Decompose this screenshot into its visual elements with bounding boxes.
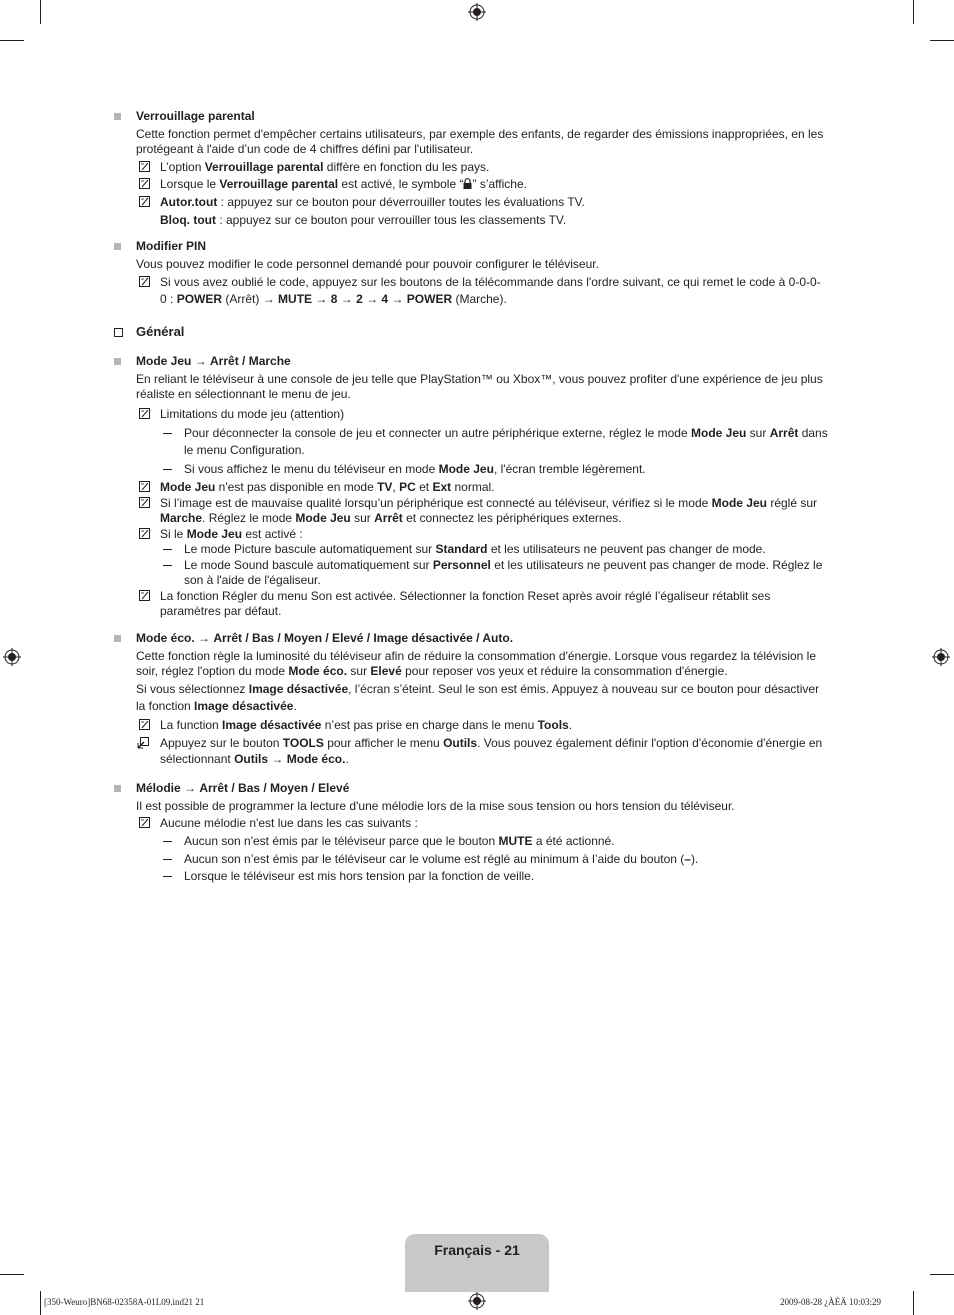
crop-mark bbox=[930, 40, 954, 41]
registration-mark-icon bbox=[468, 1292, 486, 1310]
crop-mark bbox=[40, 1291, 41, 1315]
section-heading-game: Mode Jeu → Arrêt / Marche bbox=[136, 354, 291, 368]
game-note: Si le Mode Jeu est activé : bbox=[160, 527, 303, 541]
game-dash-item: Le mode Picture bascule automatiquement sur Standard et les utilisateurs ne peuvent pas changer de mode. bbox=[184, 542, 766, 556]
pin-note: Si vous avez oublié le code, appuyez sur les boutons de la télécommande dans l'ordre suivant, ce qui remet le code à 0-0-0- bbox=[160, 275, 821, 289]
note-icon bbox=[138, 496, 151, 509]
game-note: Limitations du mode jeu (attention) bbox=[160, 407, 345, 421]
dash-bullet bbox=[163, 433, 172, 434]
dash-bullet bbox=[163, 549, 172, 550]
crop-mark bbox=[0, 40, 24, 41]
eco-tools-note: sélectionnant Outils → Mode éco.. bbox=[160, 752, 349, 766]
dash-bullet bbox=[163, 876, 172, 877]
note-icon bbox=[138, 275, 151, 288]
game-note: Marche. Réglez le mode Mode Jeu sur Arrêt et connectez les périphériques externes. bbox=[160, 511, 622, 525]
game-dash-item: le menu Configuration. bbox=[184, 443, 305, 457]
note-icon bbox=[138, 480, 151, 493]
game-note: Mode Jeu n'est pas disponible en mode TV, PC et Ext normal. bbox=[160, 480, 495, 494]
registration-mark-icon bbox=[468, 3, 486, 21]
melody-dash-item: Lorsque le téléviseur est mis hors tension par la fonction de veille. bbox=[184, 869, 535, 883]
note-icon bbox=[138, 527, 151, 540]
print-slug-left: [350-Weuro]BN68-02358A-01L09.ind21 21 bbox=[44, 1297, 205, 1307]
game-body: En reliant le téléviseur à une console de jeu telle que PlayStation™ ou Xbox™, vous pouvez profiter d'une expérience de jeu plus bbox=[136, 372, 823, 386]
eco-body: la fonction Image désactivée. bbox=[136, 699, 297, 713]
note-icon bbox=[138, 816, 151, 829]
crop-mark bbox=[913, 1291, 914, 1315]
bullet-square-icon bbox=[114, 113, 121, 120]
section-heading-parental: Verrouillage parental bbox=[136, 109, 255, 123]
game-note: La fonction Régler du menu Son est activée. Sélectionner la fonction Reset après avoir réglé l’égaliseur rétablit ses bbox=[160, 589, 771, 603]
parental-note: Bloq. tout : appuyez sur ce bouton pour verrouiller tous les classements TV. bbox=[160, 213, 567, 227]
section-heading-eco: Mode éco. → Arrêt / Bas / Moyen / Elevé / Image désactivée / Auto. bbox=[136, 631, 514, 645]
pin-note: 0 : POWER (Arrêt) → MUTE → 8 → 2 → 4 → POWER (Marche). bbox=[160, 292, 507, 306]
section-heading-general: Général bbox=[136, 324, 185, 339]
eco-note: La function Image désactivée n’est pas prise en charge dans le menu Tools. bbox=[160, 718, 573, 732]
melody-dash-item: Aucun son n'est émis par le téléviseur parce que le bouton MUTE a été actionné. bbox=[184, 834, 615, 848]
crop-mark bbox=[40, 0, 41, 24]
note-icon bbox=[138, 718, 151, 731]
note-icon bbox=[138, 589, 151, 602]
melody-body: Il est possible de programmer la lecture d'une mélodie lors de la mise sous tension ou hors tension du téléviseur. bbox=[136, 799, 735, 813]
dash-bullet bbox=[163, 841, 172, 842]
eco-tools-note: Appuyez sur le bouton TOOLS pour afficher le menu Outils. Vous pouvez également définir l'option d'économie d'énergie en bbox=[160, 736, 823, 750]
dash-bullet bbox=[163, 565, 172, 566]
crop-mark bbox=[0, 1274, 24, 1275]
section-checkbox-icon bbox=[114, 328, 123, 337]
game-dash-item: Le mode Sound bascule automatiquement sur Personnel et les utilisateurs ne peuvent pas changer de mode. Réglez le bbox=[184, 558, 823, 572]
bullet-square-icon bbox=[114, 635, 121, 642]
game-dash-item: son à l'aide de l'égaliseur. bbox=[184, 573, 321, 587]
game-note: Si l’image est de mauvaise qualité lorsqu’un périphérique est connecté au téléviseur, vérifiez si le mode Mode Jeu réglé sur bbox=[160, 496, 818, 510]
bullet-square-icon bbox=[114, 243, 121, 250]
melody-dash-item: Aucun son n’est émis par le téléviseur car le volume est réglé au minimum à l’aide du bouton (–). bbox=[184, 852, 699, 866]
parental-body-line: protégeant à l'aide d’un code de 4 chiffres défini par l'utilisateur. bbox=[136, 142, 474, 156]
section-heading-pin: Modifier PIN bbox=[136, 239, 207, 253]
dash-bullet bbox=[163, 859, 172, 860]
dash-bullet bbox=[163, 469, 172, 470]
eco-body: soir, réglez l'option du mode Mode éco. sur Elevé pour reposer vos yeux et réduire la consommation d'énergie. bbox=[136, 664, 728, 678]
crop-mark bbox=[930, 1274, 954, 1275]
bullet-square-icon bbox=[114, 358, 121, 365]
note-icon bbox=[138, 407, 151, 420]
parental-note: Lorsque le Verrouillage parental est activé, le symbole “ ” s’affiche. bbox=[160, 177, 527, 191]
eco-body: Si vous sélectionnez Image désactivée, l’écran s’éteint. Seul le son est émis. Appuyez à nouveau sur ce bouton pour désactiver bbox=[136, 682, 820, 696]
parental-note: Autor.tout : appuyez sur ce bouton pour déverrouiller toutes les évaluations TV. bbox=[160, 195, 585, 209]
note-icon bbox=[138, 195, 151, 208]
game-dash-item: Si vous affichez le menu du téléviseur en mode Mode Jeu, l'écran tremble légèrement. bbox=[184, 462, 646, 476]
page-number-label: Français - 21 bbox=[434, 1242, 520, 1258]
eco-body: Cette fonction règle la luminosité du téléviseur afin de réduire la consommation d'énergie. Lorsque vous regardez la télévision le bbox=[136, 649, 817, 663]
registration-mark-icon bbox=[932, 648, 950, 666]
section-heading-melody: Mélodie → Arrêt / Bas / Moyen / Elevé bbox=[136, 781, 350, 795]
registration-mark-icon bbox=[3, 648, 21, 666]
game-body: réaliste en sélectionnant le menu de jeu. bbox=[136, 387, 351, 401]
melody-note: Aucune mélodie n'est lue dans les cas suivants : bbox=[160, 816, 418, 830]
bullet-square-icon bbox=[114, 785, 121, 792]
parental-note: L’option Verrouillage parental diffère en fonction du les pays. bbox=[160, 160, 490, 174]
game-note: paramètres par défaut. bbox=[160, 604, 282, 618]
parental-body-line: Cette fonction permet d'empêcher certains utilisateurs, par exemple des enfants, de regarder des émissions inappropriées, en les bbox=[136, 127, 824, 141]
crop-mark bbox=[913, 0, 914, 24]
pin-body: Vous pouvez modifier le code personnel demandé pour pouvoir configurer le téléviseur. bbox=[136, 257, 599, 271]
note-icon bbox=[138, 177, 151, 190]
tools-icon bbox=[137, 736, 150, 749]
game-dash-item: Pour déconnecter la console de jeu et connecter un autre périphérique externe, réglez le mode Mode Jeu sur Arrêt dans bbox=[184, 426, 828, 440]
note-icon bbox=[138, 160, 151, 173]
print-slug-right: 2009-08-28 ¿ÀÈÄ 10:03:29 bbox=[780, 1297, 881, 1307]
